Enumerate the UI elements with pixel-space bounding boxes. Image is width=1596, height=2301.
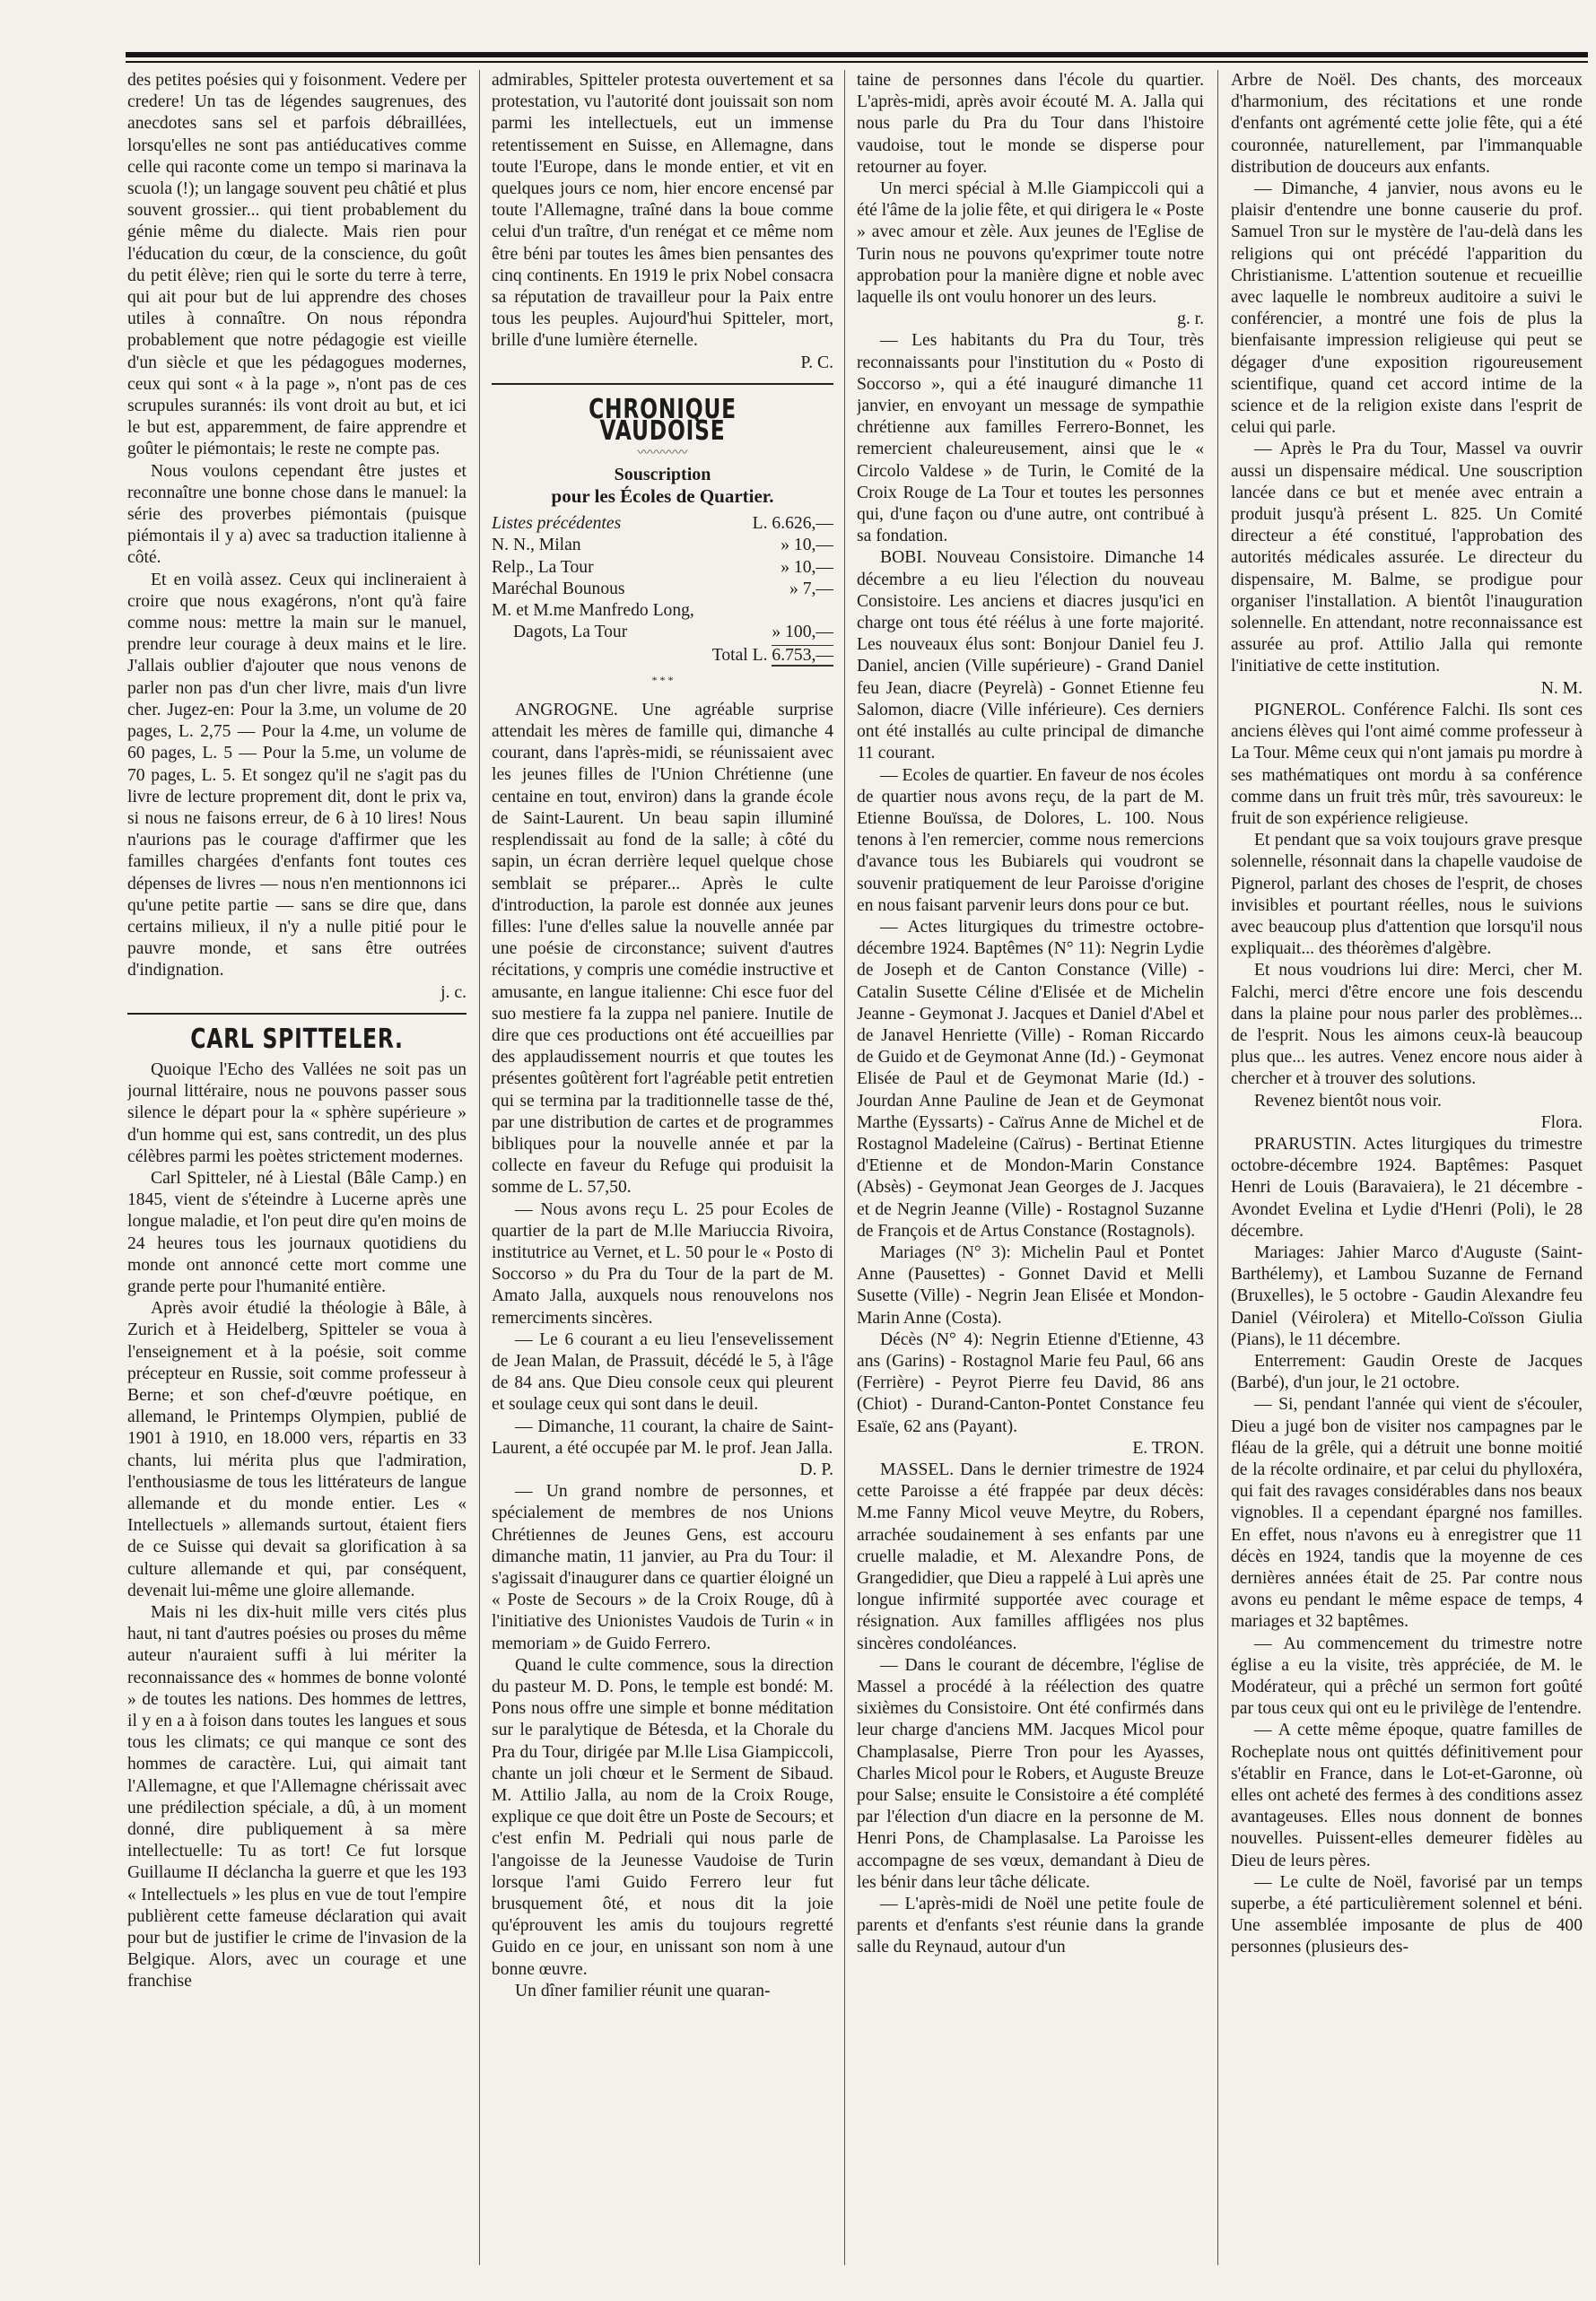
header-rule-thin xyxy=(126,61,1588,63)
ornament: 〰〰〰〰 xyxy=(637,447,688,461)
paragraph: — Dans le courant de décembre, l'église de Massel a procédé à la réélection des quatre sixièmes du Consistoire. Ont été confirmés dans leur charge d'anciens MM. Jacques Micol pour Champlasalse, Pierre Tron pour les Ayasses, Charles Micol pour le Robers, et Auguste Breuze pour Salse; ensuite le Consistoire a été complété par l'élection d'un diacre en la personne de M. Henri Pons, de Champlasalse. La Paroisse les accompagne de ses vœux, demandant à Dieu de les bénir dans leur tâche délicate. xyxy=(857,1655,1204,1892)
list-item xyxy=(492,535,833,556)
list-item xyxy=(492,622,833,643)
paragraph: MASSEL. Dans le dernier trimestre de 1924 cette Paroisse a été frappée par deux décès: M.me Fanny Micol veuve Meytre, du Robers, arrachée soudainement à ses enfants par une cruelle maladie, et M. Alexandre Pons, de Grangedidier, que Dieu a rappelé à Lui après une longue infirmité supportée avec courage et résignation. Aux familles affligées nos plus sincères condoléances. xyxy=(857,1460,1204,1653)
signature: P. C. xyxy=(800,353,833,372)
paragraph: Carl Spitteler, né à Liestal (Bâle Camp.) en 1845, vient de s'éteindre à Lucerne après une longue maladie, et l'on peut dire qu'en moins de 24 heures tous les journaux quotidiens du monde ont annoncé cette mort comme une grande perte pour l'humanité entière. xyxy=(127,1168,467,1296)
column-3 xyxy=(857,70,1204,2283)
paragraph: PRARUSTIN. Actes liturgiques du trimestre octobre-décembre 1924. Baptêmes: Pasquet Henri de Louis (Baravaiera), le 21 décembre - Avondet Evelina et Lydie d'Henri (Poli), le 28 décembre. xyxy=(1231,1134,1583,1241)
paragraph: Mariages: Jahier Marco d'Auguste (Saint-Barthélemy), et Lambou Suzanne de Fernand (Bruxelles), le 5 octobre - Gaudin Alexandre feu Daniel (Véirolera) et Mitello-Coïsson Giulia (Pians), le 11 décembre. xyxy=(1231,1242,1583,1349)
column-divider xyxy=(1217,70,1218,2265)
paragraph: Mais ni les dix-huit mille vers cités plus haut, ni tant d'autres poésies ou proses du même auteur n'auraient suffi à lui mériter la reconnaissance des « hommes de bonne volonté » de toutes les nations. Des hommes de lettres, il y en a à foison dans toutes les langues et sous tous les climats; ce qui manque ce sont des hommes de caractère. Lui, qui aimait tant l'Allemagne, et que l'Allemagne chérissait avec une prédilection spéciale, a dû, à un moment donné, dire publiquement à sa mère intellectuelle: Tu as tort! Ce fut lorsque Guillaume II déclancha la guerre et que les 193 « Intellectuels » les plus en vue de tout l'empire publièrent cette fameuse déclaration qui avait pour but de justifier le crime de l'invasion de la Belgique. Alors, avec un courage et une franchise xyxy=(127,1603,467,1992)
paragraph: Un merci spécial à M.lle Giampiccoli qui a été l'âme de la jolie fête, et qui dirigera le « Poste » avec amour et zèle. Aux jeunes de l'Eglise de Turin nous ne pouvons qu'exprimer toute notre approbation pour la manière digne et noble avec laquelle ils ont voulu honorer un des leurs. xyxy=(857,179,1204,308)
total-label: Total L. xyxy=(711,646,768,666)
paragraph: Mariages (N° 3): Michelin Paul et Pontet Anne (Pausettes) - Gonnet David et Melli Susette (Ville) - Negrin Jean Elisée et Mondon-Marin Anne (Costa). xyxy=(857,1242,1204,1328)
paragraph: — Un grand nombre de personnes, et spécialement de membres de nos Unions Chrétiennes de Jeunes Gens, est accouru dimanche matin, 11 janvier, au Pra du Tour: il s'agissait d'inaugurer dans ce quartier éloigné un « Poste de Secours » de la Croix Rouge, dû à l'initiative des Unionistes Vaudois de Turin « in memoriam » de Guido Ferrero. xyxy=(492,1482,833,1653)
signature: N. M. xyxy=(1540,678,1583,698)
list-item-name: Dagots, La Tour xyxy=(513,623,628,642)
paragraph: Arbre de Noël. Des chants, des morceaux d'harmonium, des récitations et une ronde d'enfants ont agrémenté cette jolie fête, qui a été couronnée, naturellement, par l'immanquable distribution de douceurs aux enfants. xyxy=(1231,71,1583,177)
column-divider xyxy=(844,70,845,2265)
paragraph: Décès (N° 4): Negrin Etienne d'Etienne, 43 ans (Garins) - Rostagnol Marie feu Paul, 66 ans (Ferrière) - Peyrot Pierre feu David, 86 ans (Chiot) - Durand-Canton-Pontet Constance feu Esaïe, 62 ans (Payant). xyxy=(857,1329,1204,1436)
paragraph: — Ecoles de quartier. En faveur de nos écoles de quartier nous avons reçu, de la part de M. Etienne Bouïssa, de Dolores, L. 100. Nous tenons à l'en remercier, comme nous remercions d'avance tous les Bubiarels qui voudront se souvenir pratiquement de leur Paroisse d'origine en nous faisant parvenir leurs dons pour ce but. xyxy=(857,765,1204,915)
paragraph: Et pendant que sa voix toujours grave presque solennelle, résonnait dans la chapelle vaudoise de Pignerol, parlant des choses de l'esprit, de choses invisibles et pourtant réelles, nous le suivions avec beaucoup plus d'attention que lorsqu'il nous expliquait... des théorèmes d'algèbre. xyxy=(1231,831,1583,959)
paragraph: — Nous avons reçu L. 25 pour Ecoles de quartier de la part de M.lle Mariuccia Rivoira, institutrice au Vernet, et L. 50 pour le « Posto di Soccorso » du Pra du Tour de la part de M. Amato Jalla, auxquels nous renouvelons nos remerciments sincères. xyxy=(492,1199,833,1328)
paragraph: — Actes liturgiques du trimestre octobre-décembre 1924. Baptêmes (N° 11): Negrin Lydie de Joseph et de Canton Constance (Ville) - Catalin Susette Céline d'Elisée et de Michelin Jeanne - Geymonat J. Jacques et Daniel d'Abel et de Janavel Henriette (Ville) - Roman Riccardo de Guido et de Geymonat Anne (Id.) - Geymonat Elisée de Paul et de Geymonat Marie (Id.) - Jourdan Anne Pauline de Jean et de Geymonat Marthe (Eyssarts) - Caïrus Anne de Michel et de Rostagnol Madeleine (Caïrus) - Bertinat Etienne d'Etienne et de Mondon-Marin Constance (Absès) - Geymonat Jean Georges de J. Jacques et de Negrin Jeanne (Ville) - Rostagnol Suzanne de François et de Artus Constance (Rostagnols). xyxy=(857,917,1204,1241)
subscription-total xyxy=(492,645,833,667)
list-item-amount: L. 6.626,— xyxy=(752,514,833,534)
paragraph: Un dîner familier réunit une quaran- xyxy=(515,1981,771,2000)
paragraph: — L'après-midi de Noël une petite foule de parents et d'enfants s'est réunie dans la grande salle du Reynaud, autour d'un xyxy=(857,1895,1204,1957)
paragraph: — Le culte de Noël, favorisé par un temps superbe, a été particulièrement solennel et béni. Une assemblée imposante de plus de 400 personnes (plusieurs des- xyxy=(1231,1872,1583,1957)
subscription-subtitle: pour les Écoles de Quartier. xyxy=(551,485,774,508)
section-rule xyxy=(127,1013,467,1015)
paragraph: Et en voilà assez. Ceux qui inclineraient à croire que nous exagérons, n'ont qu'à faire comme nous: mettre la main sur le manuel, prendre leur courage à deux mains et le lire. J'allais oublier d'ajouter que nous venons de parler non pas d'un cher livre, mais d'un livre cher. Jugez-en: Pour la 3.me, un volume de 20 pages, L. 2,75 — Pour la 4.me, un volume de 60 pages, L. 5 — Pour la 5.me, un volume de 70 pages, L. 5. Et songez qu'il ne s'agit pas du livre de lecture proprement dit, dont le prix va, si nous ne faisons erreur, de 6 à 10 lires! Nous n'aurions pas le courage d'affirmer que les familles chargées d'enfants font toutes ces dépenses de livres — nous n'en mentionnons ici qu'une petite partie — sans se dire que, dans certains milieux, il n'y a nulle pitié pour le pauvre monde, et sans être outrées d'indignation. xyxy=(127,570,467,981)
section-heading-spitteler: CARL SPITTELER. xyxy=(190,1023,404,1055)
column-1 xyxy=(127,70,467,2283)
paragraph: ANGROGNE. Une agréable surprise attendait les mères de famille qui, dimanche 4 courant, dans l'après-midi, se réunissaient avec les jeunes filles de l'Union Chrétienne (une centaine en tout, environ) dans la grande école de Saint-Laurent. Un beau sapin illuminé resplendissait au fond de la salle; à côté du sapin, un écran derrière lequel quelque chose semblait se préparer... Après le culte d'introduction, la parole est donnée aux jeunes filles: l'une d'elles salue la nouvelle année par une poésie de circonstance; suivent d'autres récitations, y compris une comédie instructive et amusante, en langue italienne: Chi esce fuor del suo mestiere fa la zuppa nel paniere. Inutile de dire que ces productions ont été accueillies par des applaudissement nourris et que toutes les présentes goûtèrent fort l'agréable petit entretien qui se termina par la traditionnelle tasse de thé, par une distribution de cartes et de programmes bibliques pour la nouvelle année et par la collecte en faveur du Refuge qui produisit la somme de L. 57,50. xyxy=(492,700,833,1198)
paragraph: — Après le Pra du Tour, Massel va ouvrir aussi un dispensaire médical. Une souscription lancée dans ce but et menée avec entrain a produit jusqu'à présent L. 825. Un Comité directeur a été constitué, l'approbation des autorités médicales assurée. Le directeur du dispensaire, M. Balme, se prodigue pour organiser l'installation. A bientôt l'inauguration solennelle. En attendant, notre reconnaissance est assurée au prof. Attilio Jalla qui remonte l'initiative de cette institution. xyxy=(1231,440,1583,676)
paragraph: — Au commencement du trimestre notre église a eu la visite, très appréciée, de M. le Modérateur, qui a prêché un sermon fort goûté par tous ceux qui ont eu le privilège de l'entendre. xyxy=(1231,1634,1583,1719)
paragraph: Quoique l'Echo des Vallées ne soit pas un journal littéraire, nous ne pouvons passer sous silence le départ pour la « sphère supérieure » d'un homme qui est, sans contredit, un des plus célèbres parmi les poètes strictement modernes. xyxy=(127,1059,467,1166)
paragraph: Nous voulons cependant être justes et reconnaître une bonne chose dans le manuel: la série des proverbes piémontais (puisque piémontais il y a) avec sa traduction italienne à côté. xyxy=(127,461,467,568)
header-rule-thick xyxy=(126,52,1588,57)
list-item xyxy=(492,557,833,579)
list-item-name: M. et M.me Manfredo Long, xyxy=(492,601,694,621)
paragraph: Et nous voudrions lui dire: Merci, cher M. Falchi, merci d'être encore une fois descendu dans la plaine pour nous parler des problèmes... de l'esprit. Nous les aimons ceux-là beaucoup plus que... les autres. Venez encore nous aider à chercher et à trouver des solutions. xyxy=(1231,961,1583,1089)
list-item-name: Listes précédentes xyxy=(492,514,622,534)
list-item xyxy=(492,600,833,622)
list-item-name: Relp., La Tour xyxy=(492,557,594,577)
paragraph: PIGNEROL. Conférence Falchi. Ils sont ces anciens élèves qui l'ont aimé comme professeur à La Tour. Même ceux qui n'ont jamais pu mordre à ses mathématiques ont mordu à sa conférence comme dans un fruit très mûr, très savoureux: le fruit de son expérience religieuse. xyxy=(1231,700,1583,828)
paragraph: — Les habitants du Pra du Tour, très reconnaissants pour l'institution du « Posto di Soccorso », qui a été inauguré dimanche 11 janvier, en envoyant un message de sympathie chrétienne aux familles Ferrero-Bonnet, les remercient chaleureusement, ainsi que le « Circolo Valdese » de Turin, le Comité de la Croix Rouge de La Tour et toutes les personnes qui, d'une façon ou d'une autre, ont contribué à sa fondation. xyxy=(857,331,1204,546)
signature: g. r. xyxy=(1177,309,1204,329)
total-value: 6.753,— xyxy=(772,646,833,666)
column-2 xyxy=(492,70,833,2283)
list-item-name: Maréchal Bounous xyxy=(492,579,625,598)
paragraph: — Dimanche, 11 courant, la chaire de Saint-Laurent, a été occupée par M. le prof. Jean Jalla. xyxy=(492,1416,833,1458)
section-rule xyxy=(492,383,833,385)
list-item xyxy=(492,579,833,600)
paragraph: BOBI. Nouveau Consistoire. Dimanche 14 décembre a eu lieu l'élection du nouveau Consistoire. Les anciens et diacres jusqu'ici en charge ont tous été réélus à une forte majorité. Les nouveaux élus sont: Bonjour Daniel feu J. Daniel, ancien (Ville supérieure) - Grand Daniel feu Jean, diacre (Peyrelà) - Gonnet Etienne feu Salomon, diacre (Ville inférieure). Ces derniers ont été installés au culte principal de dimanche 11 courant. xyxy=(857,548,1204,763)
column-4 xyxy=(1231,70,1583,2283)
paragraph: — A cette même époque, quatre familles de Rocheplate nous ont quittés définitivement pour s'établir en France, dans le Lot-et-Garonne, où elles ont acheté des fermes à des conditions assez avantageuses. Elles nous donnent de bonnes nouvelles. Puissent-elles demeurer fidèles au Dieu de leurs pères. xyxy=(1231,1721,1583,1870)
list-item xyxy=(492,513,833,535)
signature: Flora. xyxy=(1540,1112,1583,1132)
paragraph: — Le 6 courant a eu lieu l'ensevelissement de Jean Malan, de Prassuit, décédé le 5, à l'âge de 84 ans. Que Dieu console ceux qui pleurent et soulage ceux qui sont dans le deuil. xyxy=(492,1329,833,1415)
paragraph: admirables, Spitteler protesta ouvertement et sa protestation, vu l'autorité dont jouissait son nom parmi les intellectuels, eut un immense retentissement en Suisse, en Allemagne, dans toute l'Europe, dans le monde entier, et vit en quelques jours ce nom, hier encore encensé par toute l'Allemagne, traîné dans la boue comme celui d'un traître, d'un renégat et ce même nom être béni par toutes les âmes bien pensantes des cinq continents. En 1919 le prix Nobel consacra sa réputation de travailleur pour la Paix entre tous les peuples. Aujourd'hui Spitteler, mort, brille d'une lumière éternelle. xyxy=(492,71,833,351)
list-item-amount: » 10,— xyxy=(781,557,833,577)
paragraph: — Si, pendant l'année qui vient de s'écouler, Dieu a jugé bon de visiter nos campagnes par le fléau de la grêle, qui a détruit une bonne moitié de la récolte ordinaire, et par celui du phylloxéra, qui fait des ravages considérables dans nos beaux vignobles. Il a cependant épargné nos familles. En effet, nous n'avons eu à enregistrer que 11 décès en 1924, tandis que la moyenne de ces dernières années était de 25. Par contre nous avons eu pendant le même espace de temps, 4 mariages et 32 baptêmes. xyxy=(1231,1395,1583,1632)
signature: j. c. xyxy=(440,982,467,1002)
paragraph: taine de personnes dans l'école du quartier. L'après-midi, après avoir écouté M. A. Jalla qui nous parle du Pra du Tour dans l'histoire vaudoise, tout le monde se disperse pour retourner au foyer. xyxy=(857,71,1204,177)
paragraph: Après avoir étudié la théologie à Bâle, à Zurich et à Heidelberg, Spitteler se voua à l'enseignement et à la poésie, soit comme précepteur en Russie, soit comme professeur à Berne; et son chef-d'œuvre poétique, en allemand, le Printemps Olympien, publié de 1901 à 1910, en 18.000 vers, répartis en 33 chants, lui mérita plus que l'admiration, l'enthousiasme de tous les littérateurs de langue allemande et du monde entier. Les « Intellectuels » allemands surtout, étaient fiers de ce Suisse qui devait sa glorification à sa culture allemande et qui, par conséquent, devenait lui-même une gloire allemande. xyxy=(127,1299,467,1600)
subscription-title: Souscription xyxy=(614,465,711,485)
list-item-amount xyxy=(736,600,833,622)
list-item-amount: » 10,— xyxy=(781,536,833,555)
paragraph: Revenez bientôt nous voir. xyxy=(1254,1091,1442,1111)
list-item-amount: » 7,— xyxy=(789,579,833,598)
signature: E. TRON. xyxy=(1132,1438,1204,1458)
paragraph: Quand le culte commence, sous la direction du pasteur M. D. Pons, le temple est bondé: M. Pons nous offre une simple et bonne méditation sur le paralytique de Bétesda, et la Chorale du Pra du Tour, dirigée par M.lle Lisa Giampiccoli, chante un joli chœur et le Serment de Sibaud. M. Attilio Jalla, au nom de la Croix Rouge, explique ce que doit être un Poste de Secours; et c'est enfin M. Pedriali qui nous parle de l'angoisse de la Jeunesse Vaudoise de Turin lorsque l'ami Guido Ferrero leur fut brusquement ôté, et nous dit la joie qu'éprouvent les amis du toujours regretté Guido en ce jour, en unissant son nom à une bonne œuvre. xyxy=(492,1655,833,1979)
column-divider xyxy=(479,70,480,2265)
paragraph: des petites poésies qui y foisonment. Vedere per credere! Un tas de légendes saugrenues, des anecdotes sans sel et parfois débraillées, lorsqu'elles ne sont pas antiéducatives comme celle qui raconte come un tempo si marinava la scuola (!); un langage souvent peu châtié et plus souvent grossier... qui tient probablement du génie même du dialecte. Mais rien pour l'éducation du cœur, de la conscience, du goût du petit élève; rien qui le sorte du terre à terre, qui ait pour but de lui apprendre des choses utiles à connaître. On nous répondra probablement que notre pédagogie est vieille d'un siècle et que les pédagogues modernes, ceux qui sont « à la page », n'ont pas de ces scrupules surannés: ils vont droit au but, et ici le but est, apparemment, de faire apprendre et goûter le piémontais; le reste ne compte pas. xyxy=(127,71,467,459)
separator-stars: * * * xyxy=(651,673,674,686)
list-item-name: N. N., Milan xyxy=(492,536,581,555)
signature: D. P. xyxy=(799,1460,833,1479)
paragraph: — Dimanche, 4 janvier, nous avons eu le plaisir d'entendre une bonne causerie du prof. Samuel Tron sur le mystère de l'au-delà dans les religions qui ont précédé l'apparition du Christianisme. L'attention soutenue et recueillie avec laquelle le nombreux auditoire a suivi le conférencier, a montré une fois de plus la bienfaisante impression religieuse qui peut se dégager d'une exposition rigoureusement scientifique, quand cet accord intime de la science et de la religion existe dans l'esprit de celui qui parle. xyxy=(1231,179,1583,438)
section-heading-chronique: CHRONIQUE VAUDOISE xyxy=(589,393,737,448)
list-item-amount: » 100,— xyxy=(772,623,833,642)
paragraph: Enterrement: Gaudin Oreste de Jacques (Barbé), d'un jour, le 21 octobre. xyxy=(1231,1351,1583,1393)
subscription-list xyxy=(492,513,833,643)
